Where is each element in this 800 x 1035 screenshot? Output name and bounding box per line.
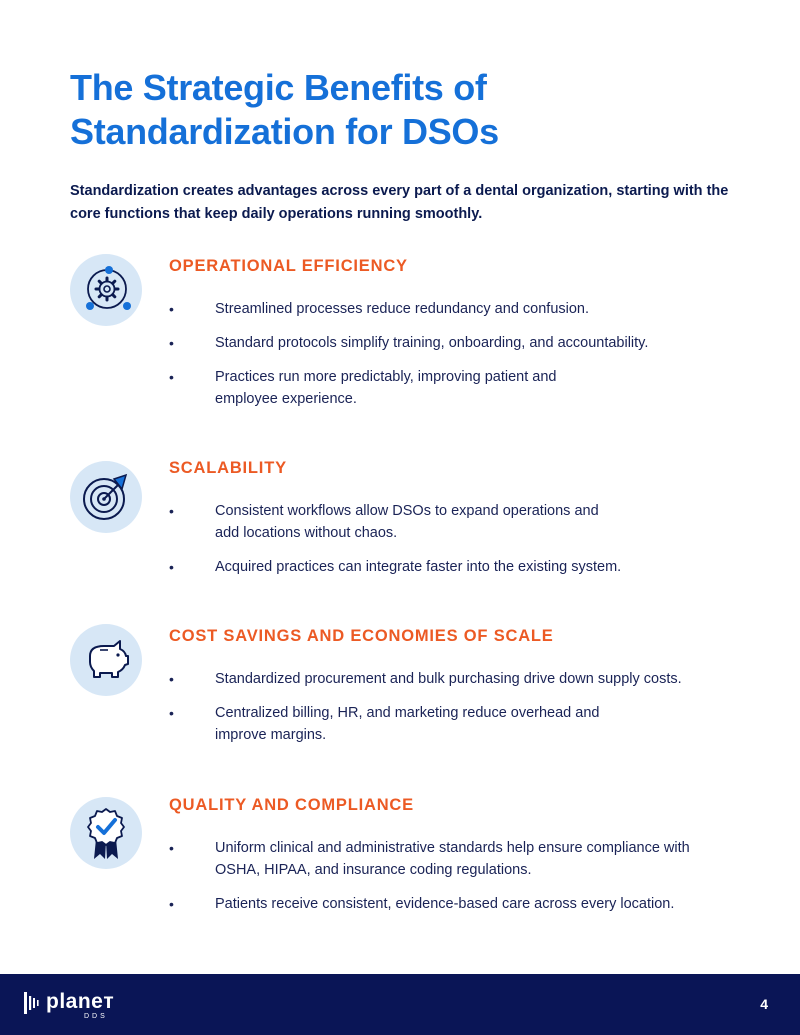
list-item: • Acquired practices can integrate faster into the existing system. (169, 559, 622, 575)
logo-subtext: DDS (84, 1013, 108, 1020)
bullet-list (169, 298, 729, 422)
list-item: • Standard protocols simplify training, onboarding, and accountability. (169, 335, 649, 351)
list-item: • Standardized procurement and bulk purchasing drive down supply costs. (169, 671, 682, 687)
section-heading: SCALABILITY (169, 459, 287, 477)
section-heading: OPERATIONAL EFFICIENCY (169, 257, 408, 275)
logo-bars-icon (24, 992, 42, 1014)
bullet-list (169, 668, 769, 758)
bullet-list (169, 837, 769, 927)
piggy-bank-icon (70, 624, 142, 696)
footer-bar (0, 974, 800, 1035)
list-item: • Patients receive consistent, evidence-based care across every location. (169, 896, 675, 912)
bullet-list (169, 500, 729, 590)
list-item: • Centralized billing, HR, and marketing reduce overhead and improve margins. (169, 705, 600, 743)
award-badge-icon (70, 797, 142, 869)
gear-cycle-icon (70, 254, 142, 326)
list-item: • Practices run more predictably, improving patient and employee experience. (169, 369, 557, 407)
target-icon (70, 461, 142, 533)
section-heading: COST SAVINGS AND ECONOMIES OF SCALE (169, 627, 554, 645)
list-item: • Consistent workflows allow DSOs to expand operations and add locations without chaos. (169, 503, 599, 541)
page-number: 4 (760, 996, 768, 1012)
logo-wordmark: planeт (46, 990, 115, 1013)
intro-paragraph: Standardization creates advantages across every part of a dental organization, starting with the core functions that keep daily operations running smoothly. (70, 183, 729, 222)
list-item: • Uniform clinical and administrative standards help ensure compliance with OSHA, HIPAA, and insurance coding regulations. (169, 840, 690, 878)
planet-dds-logo (24, 990, 115, 1020)
list-item: • Streamlined processes reduce redundancy and confusion. (169, 301, 590, 317)
section-heading: QUALITY AND COMPLIANCE (169, 796, 414, 814)
page-title: The Strategic Benefits of Standardization for DSOs (70, 67, 499, 152)
